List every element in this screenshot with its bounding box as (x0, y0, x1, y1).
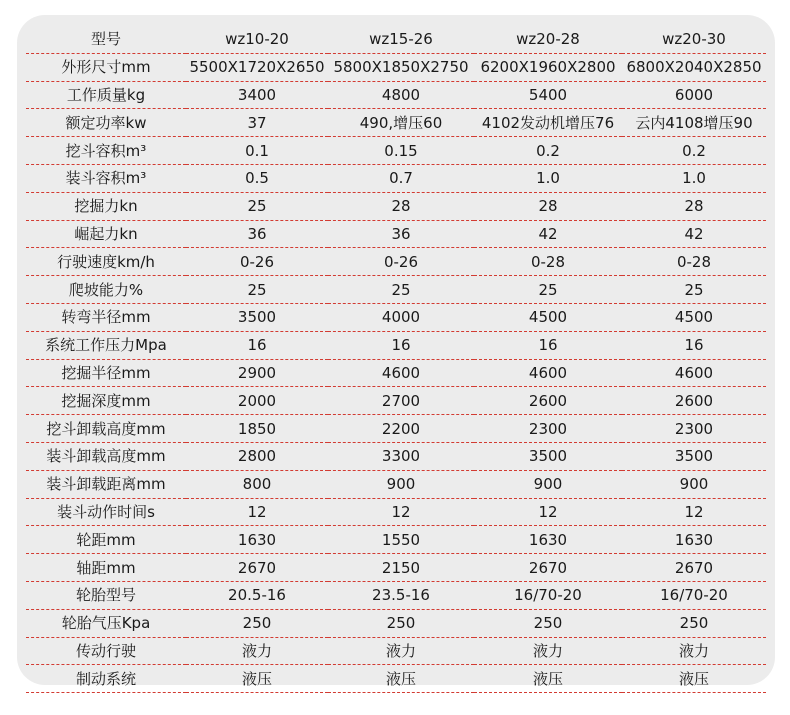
table-cell: 16/70-20 (474, 581, 622, 609)
table-cell: 16 (622, 331, 766, 359)
table-cell: 液压 (474, 665, 622, 693)
table-cell: 800 (186, 470, 328, 498)
row-label: 装斗容积m³ (26, 164, 186, 192)
table-cell: 16 (186, 331, 328, 359)
table-cell: 0.5 (186, 164, 328, 192)
table-cell: 3300 (328, 442, 474, 470)
row-label: 系统工作压力Mpa (26, 331, 186, 359)
table-cell: 28 (328, 192, 474, 220)
table-cell: 25 (474, 276, 622, 304)
table-cell: 900 (328, 470, 474, 498)
table-cell: 5500X1720X2650 (186, 53, 328, 81)
table-cell: 液压 (328, 665, 474, 693)
header-cell: wz20-28 (474, 26, 622, 53)
row-label: 轴距mm (26, 554, 186, 582)
table-cell: 0-26 (186, 248, 328, 276)
table-row (26, 137, 766, 165)
row-label: 挖斗容积m³ (26, 137, 186, 165)
table-cell: 2200 (328, 415, 474, 443)
row-label: 工作质量kg (26, 81, 186, 109)
table-cell: 16/70-20 (622, 581, 766, 609)
table-cell: 0.2 (474, 137, 622, 165)
table-cell: 12 (474, 498, 622, 526)
table-cell: 1850 (186, 415, 328, 443)
table-cell: 6200X1960X2800 (474, 53, 622, 81)
table-row (26, 359, 766, 387)
row-label: 装斗动作时间s (26, 498, 186, 526)
table-cell: 2800 (186, 442, 328, 470)
row-label: 挖掘半径mm (26, 359, 186, 387)
table-cell: 16 (474, 331, 622, 359)
table-cell: 3500 (186, 303, 328, 331)
table-cell: 4600 (474, 359, 622, 387)
table-row (26, 331, 766, 359)
row-label: 挖斗卸载高度mm (26, 415, 186, 443)
row-label: 装斗卸载高度mm (26, 442, 186, 470)
table-row (26, 81, 766, 109)
table-cell: 4800 (328, 81, 474, 109)
table-cell: 42 (474, 220, 622, 248)
table-cell: 23.5-16 (328, 581, 474, 609)
table-cell: 1630 (474, 526, 622, 554)
table-cell: 36 (328, 220, 474, 248)
table-cell: 0.15 (328, 137, 474, 165)
table-row (26, 665, 766, 693)
table-row (26, 53, 766, 81)
row-label: 爬坡能力% (26, 276, 186, 304)
row-label: 轮胎气压Kpa (26, 609, 186, 637)
table-cell: 3500 (622, 442, 766, 470)
row-label: 崛起力kn (26, 220, 186, 248)
row-label: 制动系统 (26, 665, 186, 693)
row-label: 传动行驶 (26, 637, 186, 665)
table-cell: 0-28 (622, 248, 766, 276)
table-cell: 25 (328, 276, 474, 304)
table-cell: 2700 (328, 387, 474, 415)
table-row (26, 109, 766, 137)
table-cell: 4500 (474, 303, 622, 331)
table-cell: 液压 (622, 665, 766, 693)
table-cell: 0.2 (622, 137, 766, 165)
table-cell: 900 (474, 470, 622, 498)
table-cell: 1.0 (474, 164, 622, 192)
table-cell: 液力 (328, 637, 474, 665)
table-cell: 2600 (622, 387, 766, 415)
table-cell: 250 (186, 609, 328, 637)
table-cell: 12 (328, 498, 474, 526)
table-cell: 36 (186, 220, 328, 248)
table-cell: 250 (622, 609, 766, 637)
header-cell: wz10-20 (186, 26, 328, 53)
table-cell: 液力 (622, 637, 766, 665)
row-label: 轮胎型号 (26, 581, 186, 609)
row-label: 转弯半径mm (26, 303, 186, 331)
spec-table (26, 26, 766, 693)
table-cell: 12 (186, 498, 328, 526)
table-cell: 2900 (186, 359, 328, 387)
table-row (26, 637, 766, 665)
table-cell: 4102发动机增压76 (474, 109, 622, 137)
table-cell: 2600 (474, 387, 622, 415)
table-cell: 4500 (622, 303, 766, 331)
table-cell: 6000 (622, 81, 766, 109)
table-header-row (26, 26, 766, 53)
table-row (26, 526, 766, 554)
table-cell: 490,增压60 (328, 109, 474, 137)
table-row (26, 164, 766, 192)
row-label: 挖掘力kn (26, 192, 186, 220)
table-row (26, 415, 766, 443)
table-cell: 0.1 (186, 137, 328, 165)
table-cell: 3400 (186, 81, 328, 109)
row-label: 装斗卸载距离mm (26, 470, 186, 498)
table-row (26, 581, 766, 609)
table-cell: 20.5-16 (186, 581, 328, 609)
table-cell: 云内4108增压90 (622, 109, 766, 137)
table-cell: 2000 (186, 387, 328, 415)
table-cell: 25 (186, 192, 328, 220)
table-cell: 25 (186, 276, 328, 304)
row-label: 外形尺寸mm (26, 53, 186, 81)
table-row (26, 498, 766, 526)
header-cell-model: 型号 (26, 26, 186, 53)
table-row (26, 442, 766, 470)
table-cell: 0-26 (328, 248, 474, 276)
table-cell: 0.7 (328, 164, 474, 192)
table-cell: 3500 (474, 442, 622, 470)
table-cell: 6800X2040X2850 (622, 53, 766, 81)
table-row (26, 554, 766, 582)
table-row (26, 276, 766, 304)
row-label: 轮距mm (26, 526, 186, 554)
table-cell: 5400 (474, 81, 622, 109)
table-cell: 2670 (186, 554, 328, 582)
table-cell: 2300 (622, 415, 766, 443)
header-cell: wz20-30 (622, 26, 766, 53)
table-cell: 0-28 (474, 248, 622, 276)
table-row (26, 303, 766, 331)
table-row (26, 220, 766, 248)
table-cell: 5800X1850X2750 (328, 53, 474, 81)
table-cell: 28 (622, 192, 766, 220)
row-label: 额定功率kw (26, 109, 186, 137)
row-label: 挖掘深度mm (26, 387, 186, 415)
table-row (26, 192, 766, 220)
table-row (26, 387, 766, 415)
table-cell: 25 (622, 276, 766, 304)
table-row (26, 609, 766, 637)
table-cell: 28 (474, 192, 622, 220)
table-cell: 液压 (186, 665, 328, 693)
table-cell: 1550 (328, 526, 474, 554)
table-cell: 16 (328, 331, 474, 359)
table-cell: 4000 (328, 303, 474, 331)
table-cell: 4600 (328, 359, 474, 387)
table-cell: 37 (186, 109, 328, 137)
table-row (26, 248, 766, 276)
table-cell: 2300 (474, 415, 622, 443)
table-cell: 900 (622, 470, 766, 498)
table-cell: 1.0 (622, 164, 766, 192)
table-cell: 液力 (186, 637, 328, 665)
table-cell: 4600 (622, 359, 766, 387)
table-cell: 250 (328, 609, 474, 637)
table-cell: 2150 (328, 554, 474, 582)
table-cell: 1630 (186, 526, 328, 554)
table-cell: 250 (474, 609, 622, 637)
table-cell: 2670 (474, 554, 622, 582)
table-row (26, 470, 766, 498)
table-cell: 液力 (474, 637, 622, 665)
header-cell: wz15-26 (328, 26, 474, 53)
table-cell: 2670 (622, 554, 766, 582)
table-cell: 42 (622, 220, 766, 248)
row-label: 行驶速度km/h (26, 248, 186, 276)
table-cell: 12 (622, 498, 766, 526)
table-cell: 1630 (622, 526, 766, 554)
